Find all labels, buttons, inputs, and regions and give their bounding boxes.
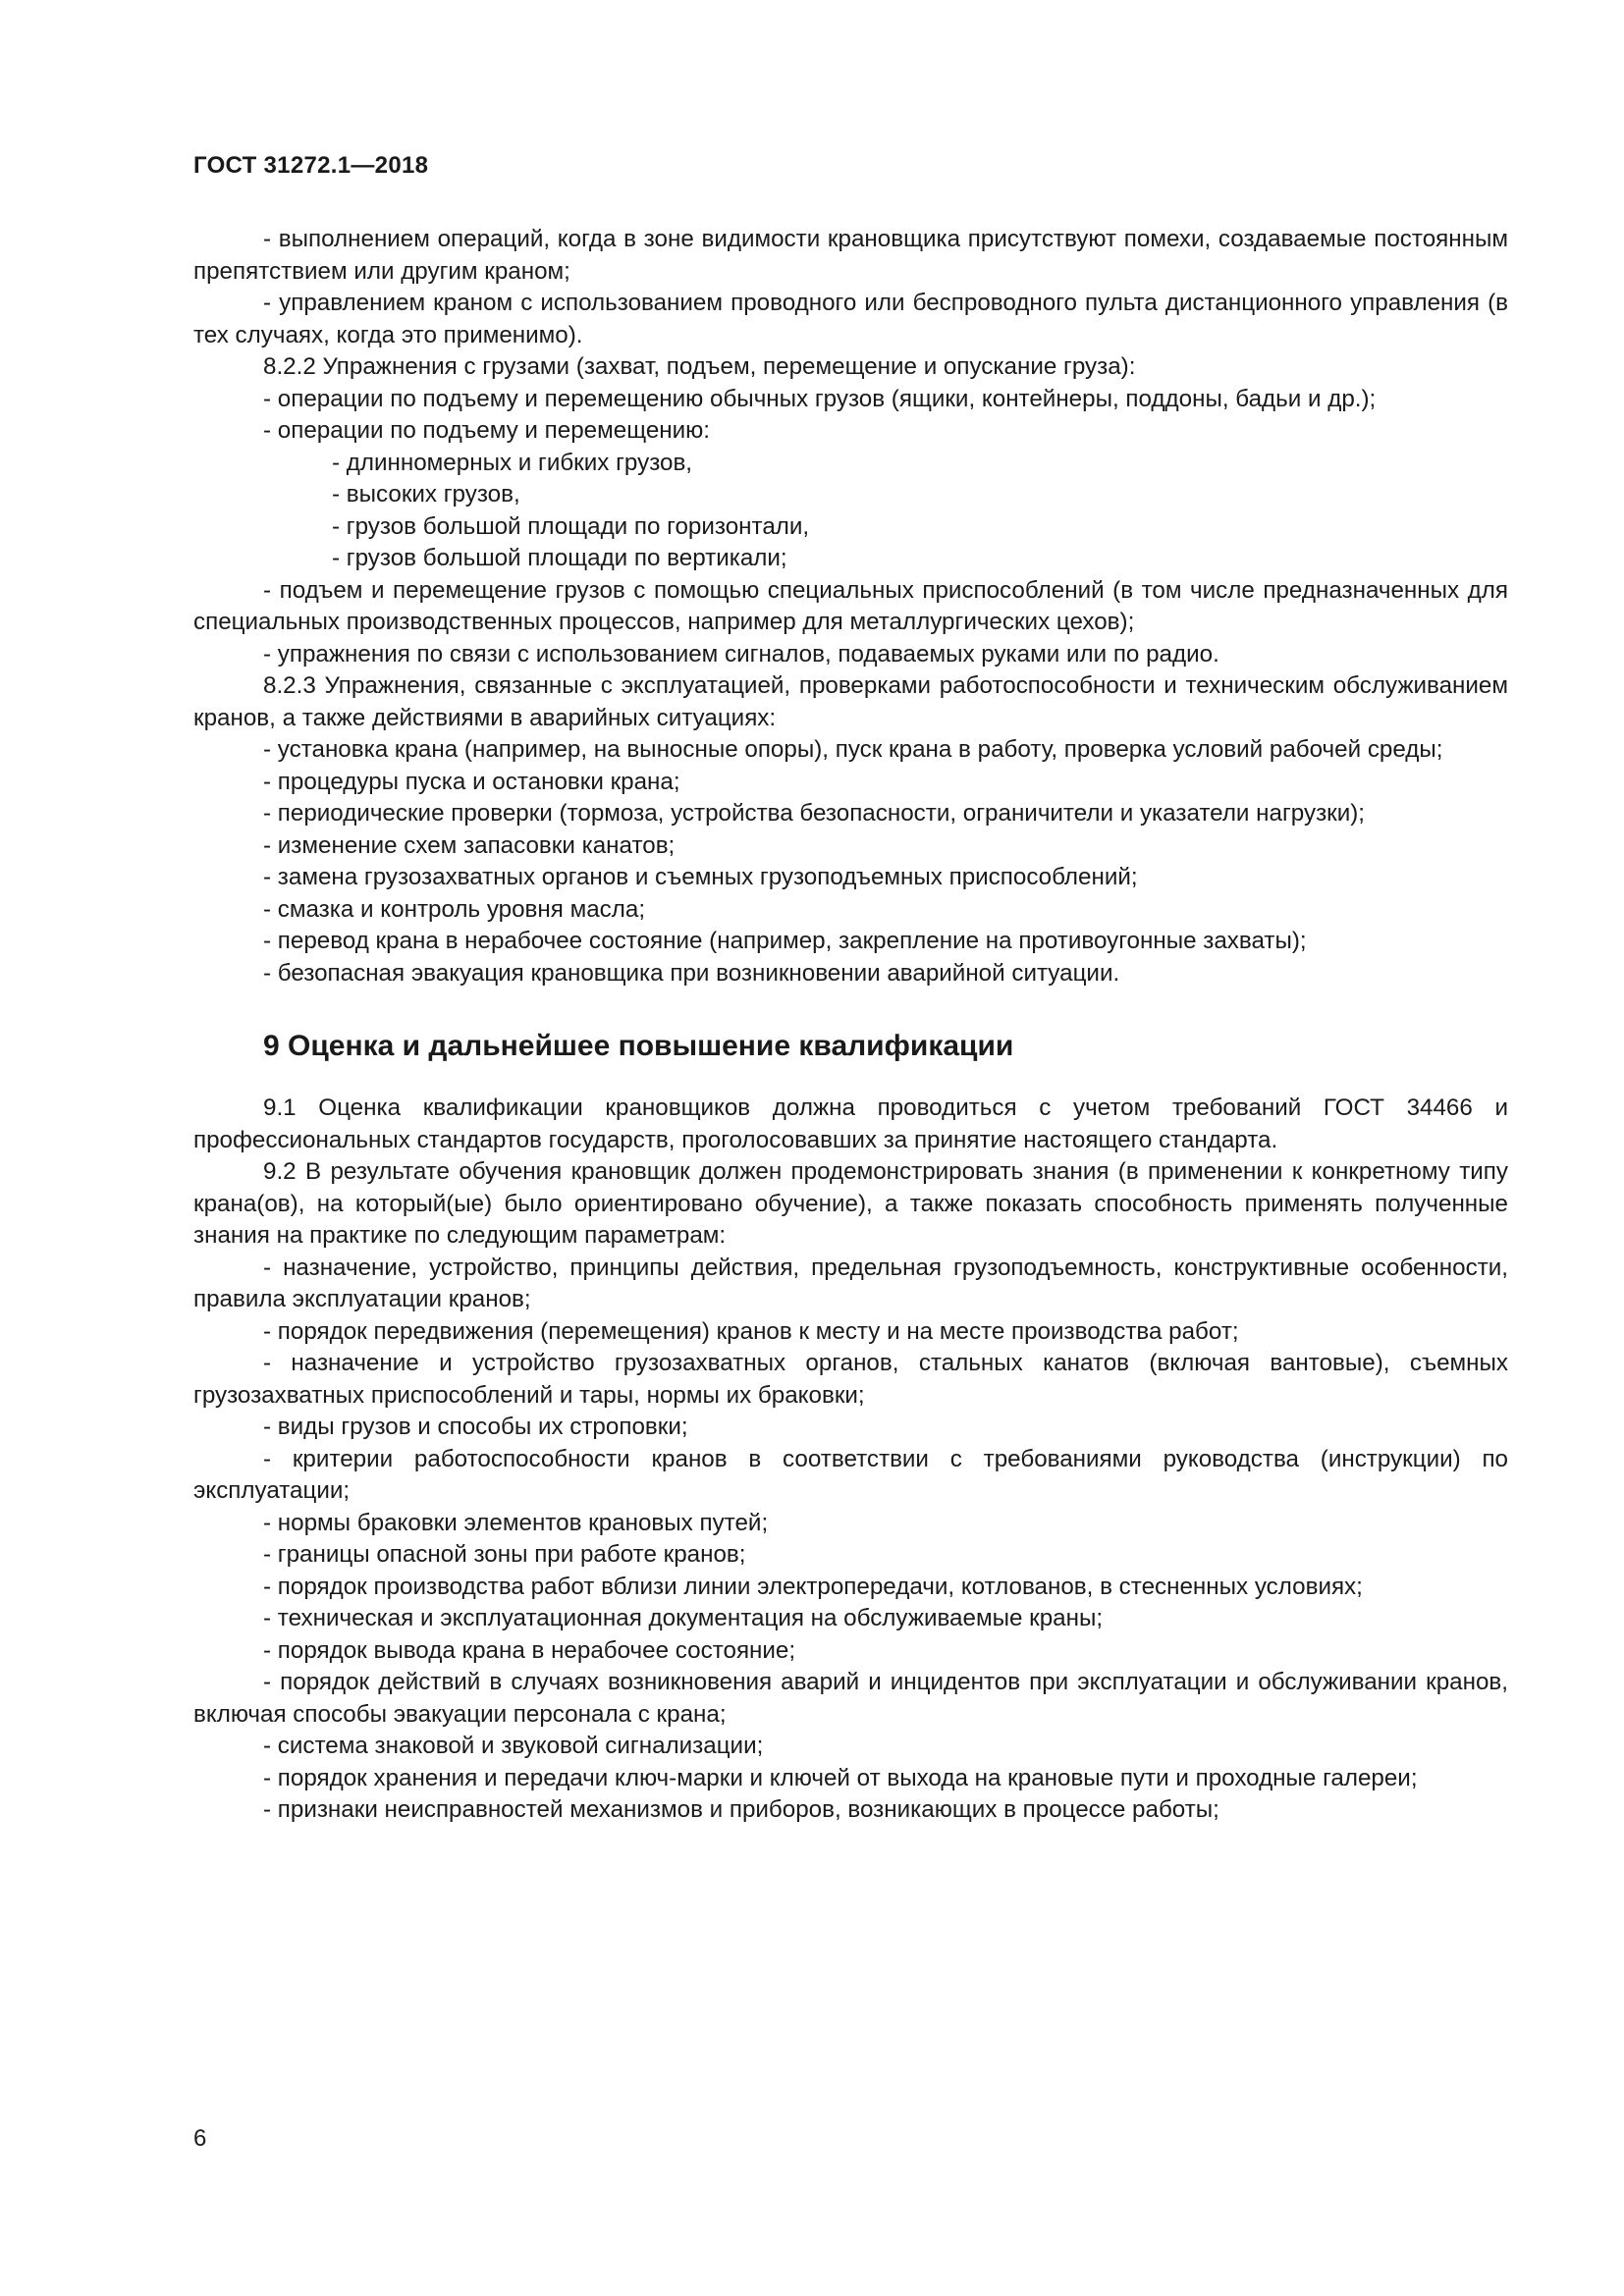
list-item: - техническая и эксплуатационная документация на обслуживаемые краны;	[263, 1605, 1104, 1631]
list-item: - порядок производства работ вблизи линии электропередачи, котлованов, в стесненных условиях;	[263, 1573, 1363, 1600]
sublist-item: - грузов большой площади по горизонтали,	[332, 512, 810, 540]
clause-8-2-3: 8.2.3 Упражнения, связанные с эксплуатацией, проверками работоспособности и техническим обслуживанием кранов, а также действиями в аварийных ситуациях:	[193, 672, 1508, 731]
list-item: - безопасная эвакуация крановщика при возникновении аварийной ситуации.	[263, 959, 1120, 987]
list-item: - смазка и контроль уровня масла;	[263, 895, 646, 923]
list-item: - перевод крана в нерабочее состояние (например, закрепление на противоугонные захваты);	[263, 928, 1307, 954]
sublist-item: - длинномерных и гибких грузов,	[332, 449, 693, 476]
list-item: - нормы браковки элементов крановых путей;	[263, 1509, 769, 1536]
section-9-title: 9 Оценка и дальнейшее повышение квалификации	[263, 1030, 1014, 1062]
list-item: - упражнения по связи с использованием сигналов, подаваемых руками или по радио.	[263, 640, 1219, 667]
list-item: - назначение, устройство, принципы действия, предельная грузоподъемность, конструктивные особенности, правила эксплуатации кранов;	[193, 1254, 1508, 1312]
clause-8-2-2: 8.2.2 Упражнения с грузами (захват, подъем, перемещение и опускание груза):	[263, 353, 1136, 380]
list-item: - подъем и перемещение грузов с помощью специальных приспособлений (в том числе предназначенных для специальных производственных процессов, например для металлургических цехов);	[193, 576, 1508, 635]
list-item: - периодические проверки (тормоза, устройства безопасности, ограничители и указатели нагрузки);	[263, 800, 1366, 827]
list-item: - критерии работоспособности кранов в соответствии с требованиями руководства (инструкции) по эксплуатации;	[193, 1445, 1508, 1504]
document-header-code: ГОСТ 31272.1—2018	[193, 152, 429, 179]
clause-9-2: 9.2 В результате обучения крановщик должен продемонстрировать знания (в применении к конкретному типу крана(ов), на который(ые) было ориентировано обучение), а также показать способность применять полученные знания на практике по следующим параметрам:	[193, 1158, 1508, 1249]
list-item: - порядок вывода крана в нерабочее состояние;	[263, 1636, 796, 1664]
list-item: - управлением краном с использованием проводного или беспроводного пульта дистанционного управления (в тех случаях, когда это применимо).	[193, 290, 1508, 348]
list-item: - признаки неисправностей механизмов и приборов, возникающих в процессе работы;	[263, 1796, 1219, 1823]
list-item: - порядок передвижения (перемещения) кранов к месту и на месте производства работ;	[263, 1317, 1239, 1345]
list-item: - назначение и устройство грузозахватных органов, стальных канатов (включая вантовые), съемных грузозахватных приспособлений и тары, нормы их браковки;	[193, 1350, 1508, 1409]
list-item: - изменение схем запасовки канатов;	[263, 831, 676, 859]
list-item: - система знаковой и звуковой сигнализации;	[263, 1733, 764, 1759]
sublist-item: - высоких грузов,	[332, 481, 520, 507]
page-body	[193, 224, 1508, 1827]
list-item: - операции по подъему и перемещению обычных грузов (ящики, контейнеры, поддоны, бадьи и др.);	[263, 385, 1377, 412]
list-item: - выполнением операций, когда в зоне видимости крановщика присутствуют помехи, создаваемые постоянным препятствием или другим краном;	[193, 226, 1508, 285]
list-item: - порядок хранения и передачи ключ-марки и ключей от выхода на крановые пути и проходные галереи;	[263, 1764, 1418, 1791]
list-item: - замена грузозахватных органов и съемных грузоподъемных приспособлений;	[263, 864, 1138, 890]
page-number: 6	[193, 2125, 207, 2152]
list-item: - процедуры пуска и остановки крана;	[263, 768, 680, 795]
list-item: - установка крана (например, на выносные опоры), пуск крана в работу, проверка условий рабочей среды;	[263, 736, 1443, 763]
list-item: - границы опасной зоны при работе кранов;	[263, 1541, 746, 1568]
sublist-item: - грузов большой площади по вертикали;	[332, 545, 787, 571]
list-item: - виды грузов и способы их строповки;	[263, 1414, 688, 1440]
list-item: - операции по подъему и перемещению:	[263, 417, 711, 444]
clause-9-1: 9.1 Оценка квалификации крановщиков должна проводиться с учетом требований ГОСТ 34466 и профессиональных стандартов государств, проголосовавших за принятие настоящего стандарта.	[193, 1095, 1508, 1153]
list-item: - порядок действий в случаях возникновения аварий и инцидентов при эксплуатации и обслуживании кранов, включая способы эвакуации персонала с крана;	[193, 1669, 1508, 1728]
